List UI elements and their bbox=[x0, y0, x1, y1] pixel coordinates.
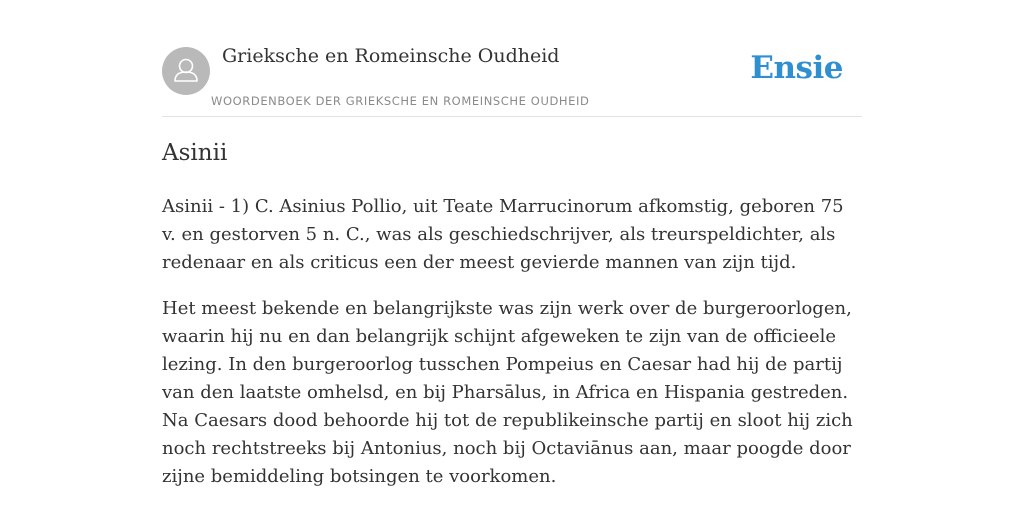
site-title[interactable]: Grieksche en Romeinsche Oudheid bbox=[222, 45, 560, 67]
entry-paragraph: Het meest bekende en belangrijkste was zijn werk over de burgeroorlogen, waarin hij nu en dan belangrijk schijnt afgeweken te zijn van de officieele lezing. In den burgeroorlog tusschen Pompeius en Caesar had hij de partij van den laatste omhelsd, en bij Pharsālus, in Africa en Hispania gestreden. Na Caesars dood behoorde hij tot de republikeinsche partij en sloot hij zich noch rechtstreeks bij Antonius, noch bij Octaviānus aan, maar poogde door zijne bemiddeling botsingen te voorkomen. bbox=[162, 298, 853, 487]
user-icon bbox=[162, 47, 210, 95]
entry-title: Asinii bbox=[162, 140, 228, 166]
entry-paragraph: Asinii - 1) C. Asinius Pollio, uit Teate Marrucinorum afkomstig, geboren 75 v. en gestorven 5 n. C., was als geschiedschrijver, als treurspeldichter, als redenaar en als criticus een der meest gevierde mannen van zijn tijd. bbox=[162, 196, 844, 273]
site-subtitle: WOORDENBOEK DER GRIEKSCHE EN ROMEINSCHE OUDHEID bbox=[211, 94, 590, 108]
brand-logo[interactable]: Ensie bbox=[750, 50, 843, 86]
header bbox=[162, 0, 862, 117]
page-container bbox=[162, 0, 862, 487]
avatar[interactable] bbox=[162, 47, 210, 95]
entry-body bbox=[162, 193, 862, 509]
